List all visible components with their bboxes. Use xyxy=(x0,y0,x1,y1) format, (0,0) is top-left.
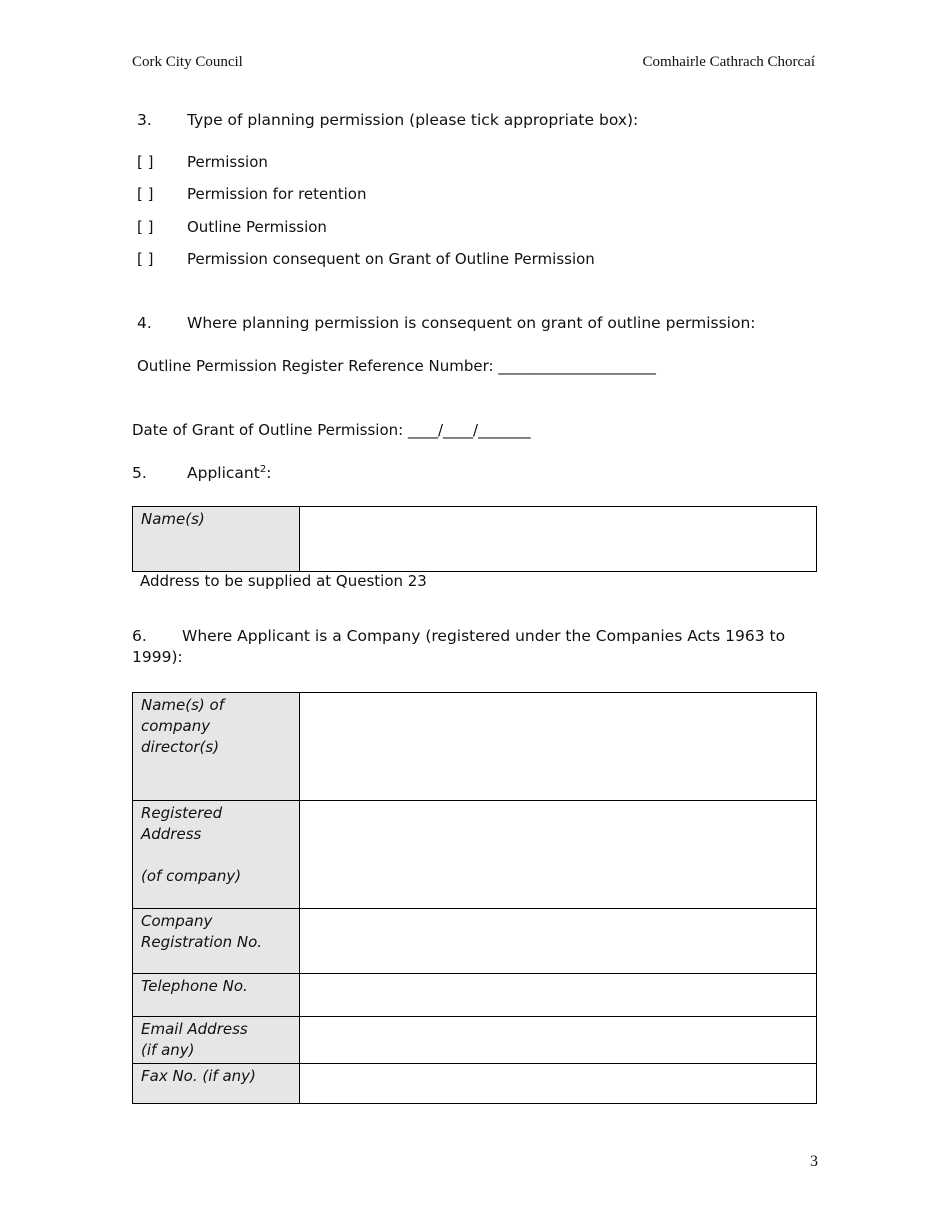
q6-text: Where Applicant is a Company (registered under the Companies Acts 1963 to 1999): xyxy=(132,627,786,666)
q4-number: 4. xyxy=(137,314,152,332)
fax-input[interactable] xyxy=(300,1064,817,1104)
option-label: Permission xyxy=(187,153,268,171)
director-names-input[interactable] xyxy=(300,693,817,801)
header-council-name-irish: Comhairle Cathrach Chorcaí xyxy=(642,54,815,70)
address-note: Address to be supplied at Question 23 xyxy=(140,572,427,590)
director-names-label: Name(s) of company director(s) xyxy=(133,693,300,801)
registered-address-label: Registered Address (of company) xyxy=(133,801,300,909)
q3-option-outline[interactable] xyxy=(137,218,327,236)
table-row xyxy=(133,1064,817,1104)
q5-suffix: : xyxy=(266,464,272,482)
option-label: Permission consequent on Grant of Outline Permission xyxy=(187,250,595,268)
option-label: Outline Permission xyxy=(187,218,327,236)
company-registration-label: Company Registration No. xyxy=(133,909,300,974)
checkbox[interactable]: [ ] xyxy=(137,185,154,203)
registered-address-input[interactable] xyxy=(300,801,817,909)
q5-number: 5. xyxy=(132,464,147,482)
applicant-names-input[interactable] xyxy=(300,507,817,572)
q5-text: Applicant xyxy=(187,464,260,482)
applicant-names-label: Name(s) xyxy=(133,507,300,572)
table-row xyxy=(133,1017,817,1064)
telephone-input[interactable] xyxy=(300,974,817,1017)
outline-register-ref-field[interactable]: Outline Permission Register Reference Number: _____________________ xyxy=(137,357,656,375)
email-label: Email Address (if any) xyxy=(133,1017,300,1064)
telephone-label: Telephone No. xyxy=(133,974,300,1017)
q3-option-permission[interactable] xyxy=(137,153,268,171)
date-of-grant-field[interactable]: Date of Grant of Outline Permission: ____/____/_______ xyxy=(132,421,531,439)
option-label: Permission for retention xyxy=(187,185,367,203)
checkbox[interactable]: [ ] xyxy=(137,218,154,236)
fax-label: Fax No. (if any) xyxy=(133,1064,300,1104)
q6-heading xyxy=(132,626,818,668)
q4-text: Where planning permission is consequent on grant of outline permission: xyxy=(187,314,756,332)
q3-option-consequent[interactable] xyxy=(137,250,595,268)
company-table xyxy=(132,692,817,1104)
applicant-table xyxy=(132,506,817,572)
q3-option-retention[interactable] xyxy=(137,185,366,203)
q5-heading xyxy=(132,464,271,482)
table-row xyxy=(133,974,817,1017)
q3-number: 3. xyxy=(137,111,152,129)
table-row xyxy=(133,507,817,572)
checkbox[interactable]: [ ] xyxy=(137,250,154,268)
table-row xyxy=(133,801,817,909)
q4-heading xyxy=(137,314,756,332)
checkbox[interactable]: [ ] xyxy=(137,153,154,171)
q6-number: 6. xyxy=(132,627,147,645)
page-number: 3 xyxy=(810,1153,818,1170)
company-registration-input[interactable] xyxy=(300,909,817,974)
header-council-name: Cork City Council xyxy=(132,54,243,70)
q3-heading xyxy=(137,111,638,129)
email-input[interactable] xyxy=(300,1017,817,1064)
q3-text: Type of planning permission (please tick appropriate box): xyxy=(187,111,639,129)
footnote-marker: 2 xyxy=(259,463,267,475)
table-row xyxy=(133,909,817,974)
table-row xyxy=(133,693,817,801)
